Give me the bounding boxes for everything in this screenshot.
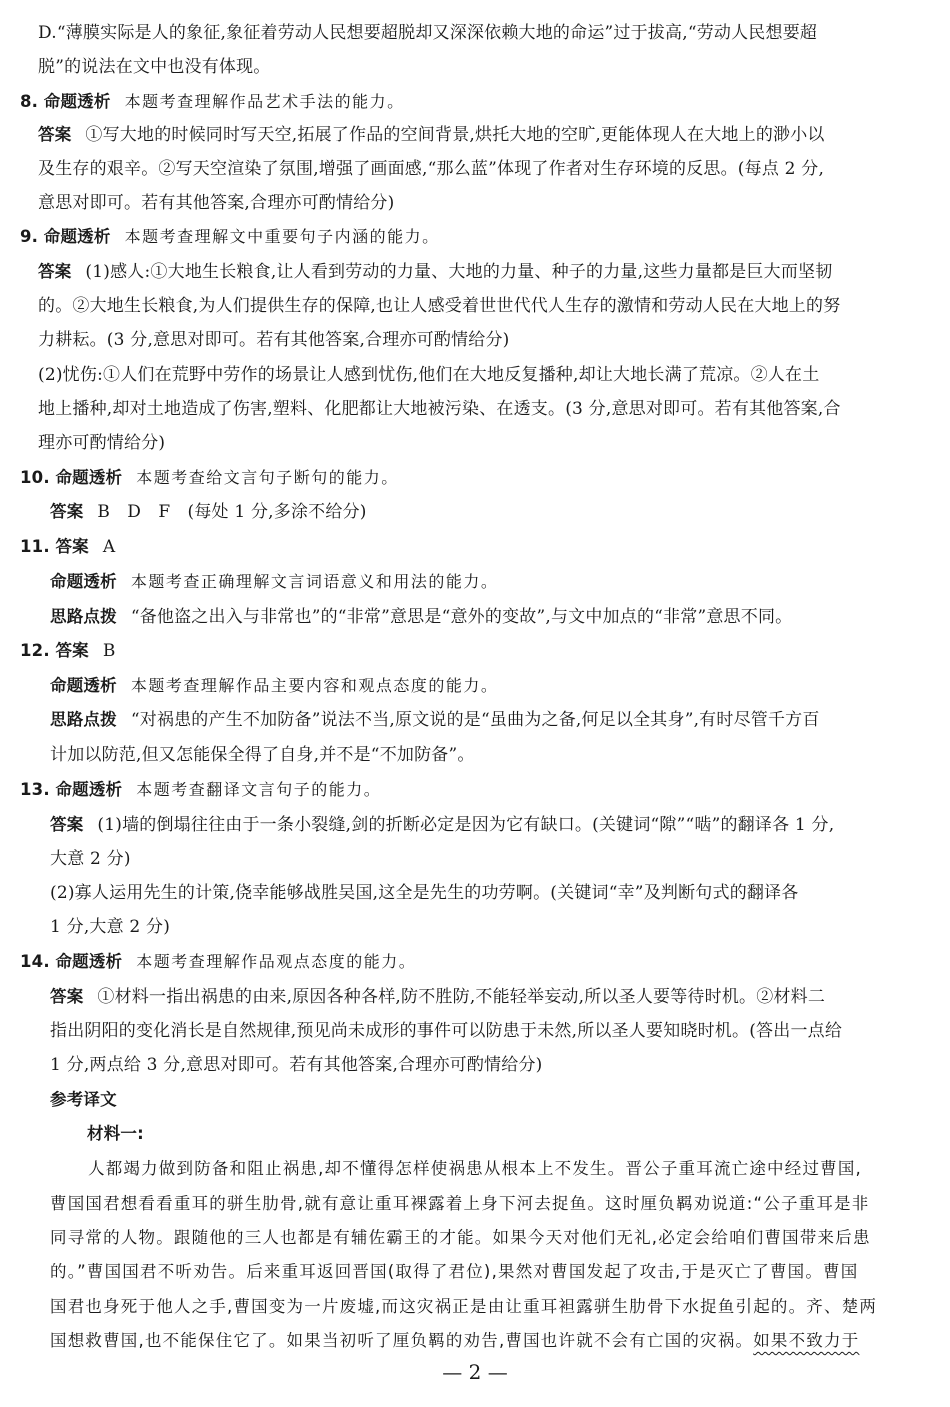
- answer-label: 答案: [55, 641, 89, 660]
- mtts-label: 命题透析: [43, 92, 111, 111]
- question-number: 13.: [20, 780, 50, 799]
- q11-sldb: 思路点拨 “备他盗之出入与非常也”的“非常”意思是“意外的变故”,与文中加点的“非常”意思不同。: [50, 607, 793, 627]
- q12-sldb: 思路点拨 “对祸患的产生不加防备”说法不当,原文说的是“虽曲为之备,何足以全其身”,有时尽管千方百: [50, 710, 820, 730]
- mtts-label: 命题透析: [50, 676, 117, 695]
- q12-sldb: 计加以防范,但又怎能保全得了自身,并不是“不加防备”。: [50, 745, 475, 765]
- sldb-label: 思路点拨: [50, 607, 117, 626]
- question-number: 10.: [20, 468, 50, 487]
- q10-answer: 答案 B D F (每处 1 分,多涂不给分): [50, 502, 367, 522]
- q9-answer: 理亦可酌情给分): [38, 433, 166, 453]
- translation-line: 人都竭力做到防备和阻止祸患,却不懂得怎样使祸患从根本上不发生。晋公子重耳流亡途中经过曹国,: [88, 1159, 862, 1178]
- q9-answer: 的。②大地生长粮食,为人们提供生存的保障,也让人感受着世世代代人生存的激情和劳动人民在大地上的努: [38, 296, 841, 316]
- mtts-text: 本题考查理解作品观点态度的能力。: [136, 952, 417, 971]
- option-d-line: 脱”的说法在文中也没有体现。: [38, 57, 271, 77]
- q9-answer: (2)忧伤:①人们在荒野中劳作的场景让人感到忧伤,他们在大地反复播种,却让大地长满了荒凉。②人在土: [38, 365, 820, 385]
- mtts-text: 本题考查给文言句子断句的能力。: [136, 468, 399, 487]
- mtts-text: 本题考查理解文中重要句子内涵的能力。: [124, 227, 440, 246]
- mtts-label: 命题透析: [55, 952, 123, 971]
- q13-answer: 答案 (1)墙的倒塌往往由于一条小裂缝,剑的折断必定是因为它有缺口。(关键词“隙”“啮”的翻译各 1 分,: [50, 815, 835, 835]
- translation-line: 同寻常的人物。跟随他的三人也都是有辅佐霸王的才能。如果今天对他们无礼,必定会给咱们曹国带来后患: [50, 1228, 871, 1247]
- answer-label: 答案: [55, 537, 89, 556]
- question-number: 8.: [20, 92, 39, 111]
- option-d-line: D.“薄膜实际是人的象征,象征着劳动人民想要超脱却又深深依赖大地的命运”过于拔高,“劳动人民想要超: [38, 23, 818, 43]
- q10-header: [20, 461, 950, 495]
- q12-mtts: [50, 669, 950, 703]
- wavy-underlined-text: 如果不致力于: [753, 1331, 860, 1350]
- sldb-label: 思路点拨: [50, 710, 117, 729]
- q12-header: 12. 答案 B: [20, 641, 116, 661]
- q13-answer: 1 分,大意 2 分): [50, 917, 171, 937]
- q14-header: [20, 945, 950, 979]
- q13-header: [20, 773, 950, 807]
- question-number: 11.: [20, 537, 50, 556]
- q8-answer: 答案 ①写大地的时候同时写天空,拓展了作品的空间背景,烘托大地的空旷,更能体现人在大地上的渺小以: [38, 125, 825, 145]
- q8-answer: 及生存的艰辛。②写天空渲染了氛围,增强了画面感,“那么蓝”体现了作者对生存环境的反思。(每点 2 分,: [38, 159, 825, 179]
- q9-answer: 力耕耘。(3 分,意思对即可。若有其他答案,合理亦可酌情给分): [38, 330, 510, 350]
- mtts-text: 本题考查正确理解文言词语意义和用法的能力。: [130, 572, 499, 591]
- mtts-text: 本题考查理解作品主要内容和观点态度的能力。: [130, 676, 499, 695]
- answer-label: 答案: [50, 815, 84, 834]
- translation-line: 国想救曹国,也不能保住它了。如果当初听了厘负羁的劝告,曹国也许就不会有亡国的灾祸。如果不致力于: [50, 1331, 860, 1350]
- material1-label: 材料一:: [87, 1124, 144, 1143]
- q13-answer: 大意 2 分): [50, 849, 131, 869]
- question-number: 12.: [20, 641, 50, 660]
- page-number: — 2 —: [442, 1360, 508, 1384]
- mtts-label: 命题透析: [43, 227, 111, 246]
- translation-line: 的。”曹国国君不听劝告。后来重耳返回晋国(取得了君位),果然对曹国发起了攻击,于是灭亡了曹国。曹国: [50, 1262, 859, 1281]
- translation-heading: 参考译文: [50, 1090, 117, 1109]
- q13-answer: (2)寡人运用先生的计策,侥幸能够战胜吴国,这全是先生的功劳啊。(关键词“幸”及判断句式的翻译各: [50, 883, 799, 903]
- answer-label: 答案: [38, 125, 72, 144]
- question-number: 14.: [20, 952, 50, 971]
- mtts-label: 命题透析: [55, 468, 123, 487]
- mtts-label: 命题透析: [50, 572, 117, 591]
- q14-answer: 指出阴阳的变化消长是自然规律,预见尚未成形的事件可以防患于未然,所以圣人要知晓时机。(答出一点给: [50, 1021, 843, 1041]
- q8-header: [20, 85, 950, 119]
- q14-answer: 答案 ①材料一指出祸患的由来,原因各种各样,防不胜防,不能轻举妄动,所以圣人要等待时机。②材料二: [50, 987, 826, 1007]
- q11-header: 11. 答案 A: [20, 537, 116, 557]
- q11-mtts: [50, 565, 950, 599]
- mtts-text: 本题考查理解作品艺术手法的能力。: [124, 92, 405, 111]
- q9-answer: 答案 (1)感人:①大地生长粮食,让人看到劳动的力量、大地的力量、种子的力量,这些力量都是巨大而坚韧: [38, 262, 833, 282]
- translation-line: 曹国国君想看看重耳的骈生肋骨,就有意让重耳裸露着上身下河去捉鱼。这时厘负羁劝说道:“公子重耳是非: [50, 1194, 870, 1213]
- q14-answer: 1 分,两点给 3 分,意思对即可。若有其他答案,合理亦可酌情给分): [50, 1055, 543, 1075]
- answer-label: 答案: [38, 262, 72, 281]
- mtts-text: 本题考查翻译文言句子的能力。: [136, 780, 382, 799]
- answer-label: 答案: [50, 502, 84, 521]
- q8-answer: 意思对即可。若有其他答案,合理亦可酌情给分): [38, 193, 395, 213]
- q9-answer: 地上播种,却对土地造成了伤害,塑料、化肥都让大地被污染、在透支。(3 分,意思对即可。若有其他答案,合: [38, 399, 841, 419]
- question-number: 9.: [20, 227, 39, 246]
- answer-label: 答案: [50, 987, 84, 1006]
- q9-header: [20, 220, 950, 254]
- mtts-label: 命题透析: [55, 780, 123, 799]
- translation-line: 国君也身死于他人之手,曹国变为一片废墟,而这灾祸正是由让重耳袒露骈生肋骨下水捉鱼引起的。齐、楚两: [50, 1297, 878, 1316]
